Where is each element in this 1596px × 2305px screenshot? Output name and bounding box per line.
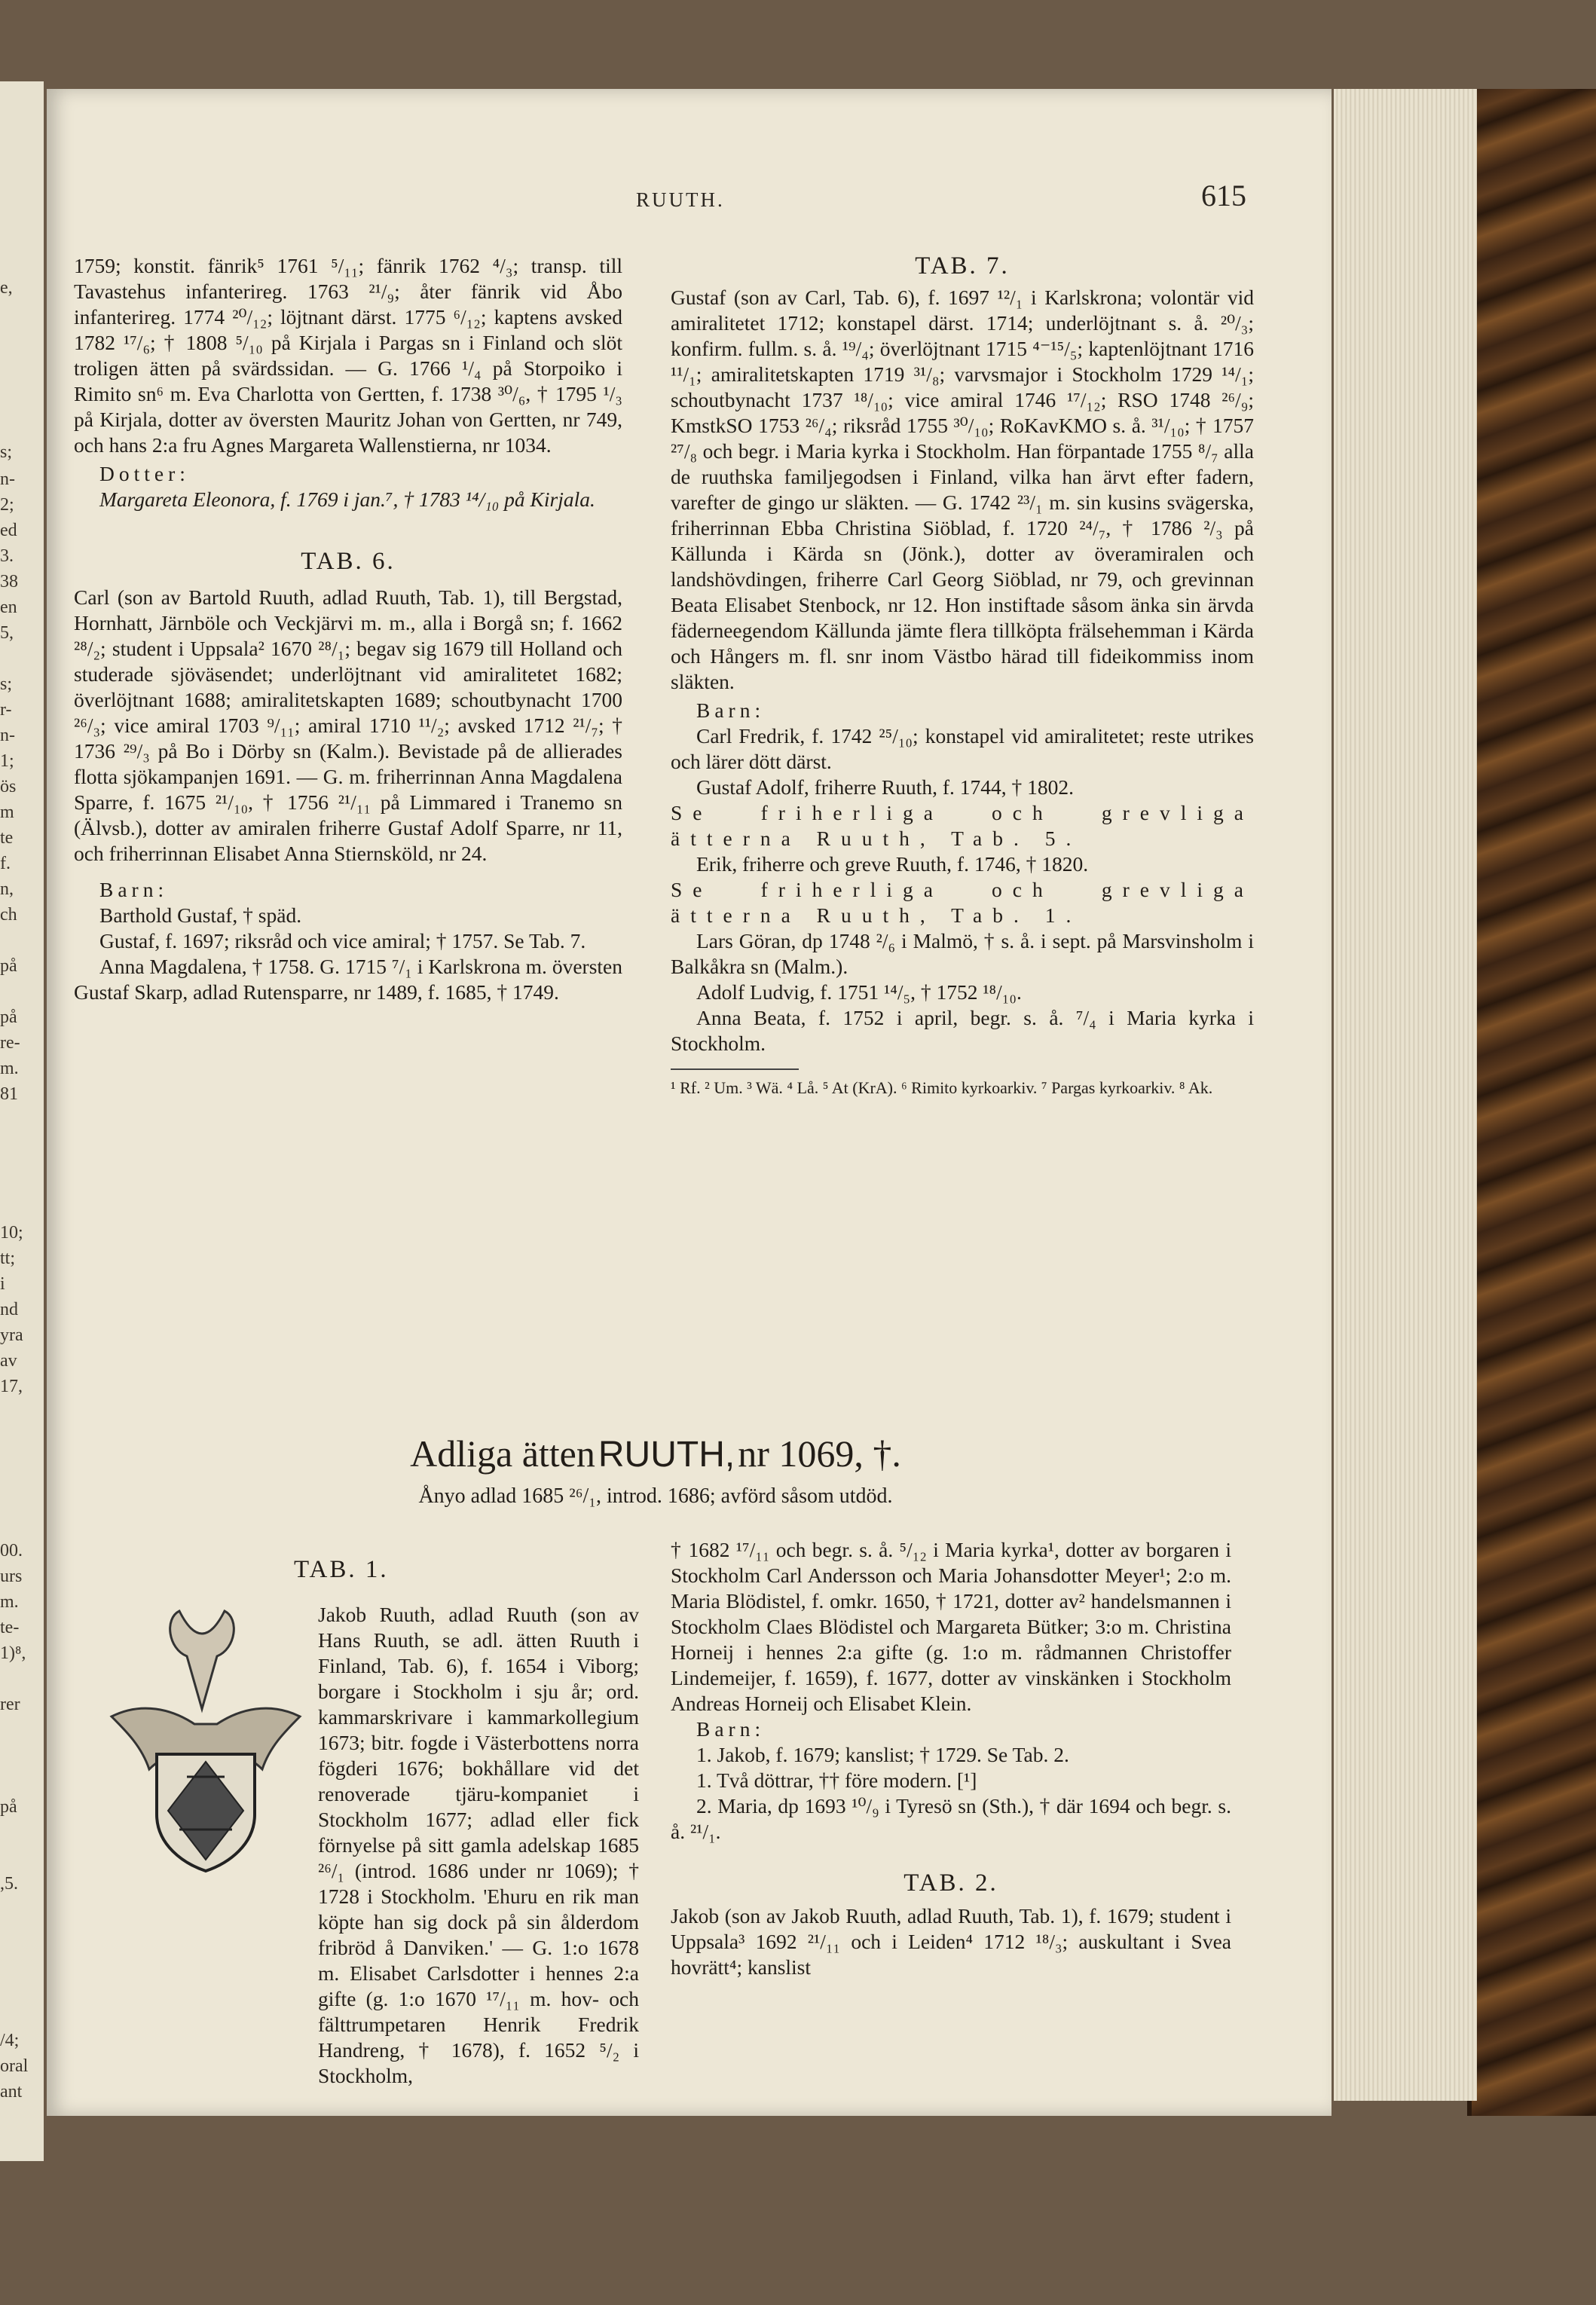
margin-fragment: te [0,828,14,848]
title-prefix: Adliga ätten [410,1432,595,1475]
margin-fragment: /4; [0,2031,20,2050]
margin-fragment: e, [0,278,13,298]
tab7-child: Carl Fredrik, f. 1742 ²⁵/₁₀; konstapel vid amiralitetet; reste utrikes och lärer dött därst. [671,724,1254,773]
column-right-top [671,253,1254,1099]
tab7-child: Erik, friherre och greve Ruuth, f. 1746, † 1820. [696,852,1089,876]
margin-fragment: te- [0,1618,20,1637]
margin-fragment: rer [0,1695,20,1714]
margin-fragment: 1)⁸, [0,1643,26,1663]
tab1-heading: TAB. 1. [294,1556,389,1583]
margin-fragment: på [0,1797,17,1817]
section-subtitle: Ånyo adlad 1685 ²⁶/₁, introd. 1686; avförd såsom utdöd. [418,1484,893,1508]
margin-fragment: ant [0,2082,23,2102]
family-name: RUUTH, [598,1435,735,1475]
margin-fragment: 38 [0,572,18,592]
margin-fragment: tt; [0,1249,16,1268]
tab7-text: Gustaf (son av Carl, Tab. 6), f. 1697 ¹²/₁ i Karlskrona; volontär vid amiralitetet 1712; konstapel därst. 1714; underlöjtnant s. å. ²⁰/₃; konfirm. fullm. s. å. ¹⁹/₄; överlöjtnant 1715 ⁴⁻¹⁵/₅; kaptenlöjtnant 1716 ¹¹/₁; amiralitetskapten 1719 ³¹/₈; varvsmajor i Stockholm 1729 ¹⁴/₁; schoutbynacht 1737 ¹⁸/₁₀; vice amiral 1746 ¹⁷/₁₂; RSO 1748 ²⁶/₉; KmstkSO 1753 ²⁶/₄; riksråd 1755 ³⁰/₁₀; RoKavKMO s. å. ³¹/₁₀; † 1757 ²⁷/₈ och begr. i Maria kyrka i Stockholm. Han förpantade 1755 ⁸/₇ alla de ruuthska familjegodsen i Finland, vilka han ärvt efter fadern, varefter de gingo ur släkten. — G. 1742 ²³/₁ m. sin kusins svägerska, friherrinnan Ebba Christina Siöblad, f. 1720 ²⁴/₇, † 1786 ²/₃ på Källunda i Kärda sn (Jönk.), dotter av överamiralen och landshövdingen, friherre Carl Georg Siöblad, nr 79, och grevinnan Beata Elisabet Stenbock, nr 12. Hon instiftade såsom änka sin ärvda fäderneegendom Källunda jämte flera tillköpta frälsehemman i Kärda och Hångers m. fl. snr inom Västbo härad till fideikommiss inom släkten. [671,286,1254,693]
margin-fragment: r- [0,700,12,720]
margin-fragment: ch [0,905,17,925]
tab7-crossref: Se friherliga och grevliga ätterna Ruuth, Tab. 5. [671,801,1254,850]
tab1-child: 1. Jakob, f. 1679; kanslist; † 1729. Se Tab. 2. [696,1743,1069,1766]
tab7-child: Adolf Ludvig, f. 1751 ¹⁴/₅, † 1752 ¹⁸/₁₀. [696,980,1022,1004]
margin-fragment: urs [0,1567,23,1586]
tab7-child: Anna Beata, f. 1752 i april, begr. s. å. ⁷/₄ i Maria kyrka i Stockholm. [671,1006,1254,1055]
margin-fragment: ,5. [0,1874,18,1894]
margin-fragment: 10; [0,1223,23,1243]
tab2-text: Jakob (son av Jakob Ruuth, adlad Ruuth, Tab. 1), f. 1679; student i Uppsala³ 1692 ²¹/₁₁ och i Leiden⁴ 1712 ¹⁸/₃; auskultant i Svea hovrätt⁴; kanslist [671,1904,1231,1979]
tab1-child: 2. Maria, dp 1693 ¹⁰/₉ i Tyresö sn (Sth.), † där 1694 och begr. s. å. ²¹/₁. [671,1794,1231,1843]
dotter-entry: Margareta Eleonora, f. 1769 i jan.⁷, † 1783 ¹⁴/₁₀ på Kirjala. [99,488,595,511]
margin-fragment: f. [0,854,11,873]
tab6-child: Barthold Gustaf, † späd. [99,903,302,927]
margin-fragment: av [0,1351,17,1371]
title-suffix: nr 1069, †. [738,1432,901,1475]
margin-fragment: 00. [0,1541,23,1561]
column-right-bottom [671,1537,1231,1980]
margin-fragment: m. [0,1059,19,1078]
margin-fragment: s; [0,674,13,694]
page-number: 615 [1201,179,1246,212]
margin-fragment: yra [0,1325,23,1345]
tab1-heading-block [294,1557,610,1582]
tab2-heading: TAB. 2. [903,1869,998,1897]
tab1-barn-label: Barn: [696,1717,766,1741]
tab1-column [96,1602,639,2089]
margin-fragment: ös [0,777,17,796]
tab6-barn-label: Barn: [99,878,169,901]
book-binding [1467,89,1596,2116]
tab7-barn-label: Barn: [696,699,766,722]
tab5-continuation-text: 1759; konstit. fänrik⁵ 1761 ⁵/₁₁; fänrik 1762 ⁴/₃; transp. till Tavastehus infanterireg. 1763 ²¹/₉; åter fänrik vid Åbo infanterireg. 1774 ²⁰/₁₂; löjtnant därst. 1775 ⁶/₁₂; kaptens avsked 1782 ¹⁷/₆; † 1808 ⁵/₁₀ på Kirjala i Pargas sn i Finland och slöt troligen ätten på svärdssidan. — G. 1766 ¹/₄ på Storpoiko i Rimito sn⁶ m. Eva Charlotta von Gertten, f. 1738 ³⁰/₆, † 1795 ¹/₃ på Kirjala, dotter av översten Mauritz Johan von Gertten, nr 749, och hans 2:a fru Agnes Margareta Wallenstierna, nr 1034. [74,254,622,457]
margin-fragment: på [0,956,17,976]
margin-fragment: ed [0,521,17,540]
margin-fragment: oral [0,2056,29,2076]
margin-fragment: 3. [0,546,14,566]
margin-fragment: n- [0,726,15,745]
tab7-heading: TAB. 7. [915,252,1010,280]
tab6-child: Anna Magdalena, † 1758. G. 1715 ⁷/₁ i Karlskrona m. översten Gustaf Skarp, adlad Rutensparre, nr 1489, f. 1685, † 1749. [74,955,622,1004]
section-title [392,1432,919,1475]
margin-fragment: m. [0,1592,19,1612]
dotter-label: Dotter: [99,462,190,485]
tab7-child: Gustaf Adolf, friherre Ruuth, f. 1744, † 1802. [696,775,1075,799]
margin-fragment: 1; [0,751,14,771]
margin-fragment: 17, [0,1377,23,1396]
margin-fragment: 2; [0,495,14,515]
margin-fragment: m [0,802,14,822]
margin-fragment: en [0,598,17,617]
margin-fragment: på [0,1007,17,1027]
left-page-fragment [0,81,44,2161]
running-head: RUUTH. [636,188,725,211]
margin-fragment: 5, [0,623,14,643]
margin-fragment: n, [0,879,14,899]
page-edges [1334,89,1477,2101]
margin-fragment: s; [0,442,13,462]
tab1-child: 1. Två döttrar, †† före modern. [¹] [696,1768,977,1792]
tab6-heading: TAB. 6. [301,548,396,575]
footnotes: ¹ Rf. ² Um. ³ Wä. ⁴ Lå. ⁵ At (KrA). ⁶ Rimito kyrkoarkiv. ⁷ Pargas kyrkoarkiv. ⁸ Ak. [671,1078,1213,1097]
margin-fragment: nd [0,1300,18,1319]
tab1-continued-text: † 1682 ¹⁷/₁₁ och begr. s. å. ⁵/₁₂ i Maria kyrka¹, dotter av borgaren i Stockholm Carl Andersson och Maria Johansdotter Meyer¹; 2:o m. Maria Blödistel, f. omkr. 1650, † 1721, dotter av² handelsmannen i Stockholm Claes Blödistel och Margareta Bütker; 3:o m. Christina Horneij i hennes 2:a gifte (g. 1:o m. rådmannen Christoffer Lindemeijer, f. 1659), f. 1677, dotter av vinskänken i Stockholm Andreas Horneij och Elisabet Klein. [671,1538,1231,1715]
margin-fragment: re- [0,1033,20,1053]
tab1-text: Jakob Ruuth, adlad Ruuth (son av Hans Ruuth, se adl. ätten Ruuth i Finland, Tab. 6), f. 1654 i Viborg; borgare i Stockholm i sju år; ord. kammarskrivare i kammarkollegium 1673; bitr. fogde i Västerbottens norra fögderi 1676; bokhållare vid det renoverade tjäru-kompaniet i Stockholm 1677; adlad eller fick förnyelse på sitt gamla adelskap 1685 ²⁶/₁ (introd. 1686 under nr 1069); † 1728 i Stockholm. 'Ehuru en rik man köpte han sig dock på sin ålderdom fribröd å Danviken.' — G. 1:o 1678 m. Elisabet Carlsdotter i hennes 2:a gifte (g. 1:o 1670 ¹⁷/₁₁ m. hov- och fälttrumpetaren Henrik Fredrik Handreng, † 1678), f. 1652 ⁵/₂ i Stockholm, [318,1603,639,2087]
column-left-top [74,253,622,1005]
tab7-crossref: Se friherliga och grevliga ätterna Ruuth, Tab. 1. [671,878,1254,927]
margin-fragment: 81 [0,1084,18,1104]
margin-fragment: i [0,1274,5,1294]
footnote-rule [671,1068,799,1070]
tab6-child: Gustaf, f. 1697; riksråd och vice amiral; † 1757. Se Tab. 7. [99,929,586,952]
margin-fragment: n- [0,469,15,489]
tab6-text: Carl (son av Bartold Ruuth, adlad Ruuth, Tab. 1), till Bergstad, Hornhatt, Järnböle och Veckjärvi m. m., alla i Borgå sn; f. 1662 ²⁸/₂; student i Uppsala² 1670 ²⁸/₁; begav sig 1679 till Holland och studerade sjöväsendet; underlöjtnant vid amiralitetet 1682; överlöjtnant 1688; amiralitetskapten 1689; schoutbynacht 1700 ²⁶/₃; vice amiral 1703 ⁹/₁₁; amiral 1710 ¹¹/₂; avsked 1712 ²¹/₇; † 1736 ²⁹/₃ på Bo i Dörby sn (Kalm.). Bevistade på de allierades flotta sjökampanjen 1691. — G. m. friherrinnan Anna Magdalena Sparre, f. 1675 ²¹/₁₀, † 1756 ²¹/₁₁ på Limmared i Tranemo sn (Älvsb.), dotter av amiralen friherre Gustaf Adolf Sparre, nr 11, och friherrinnan Elisabet Anna Stiernsköld, nr 24. [74,585,622,865]
tab7-child: Lars Göran, dp 1748 ²/₆ i Malmö, † s. å. i sept. på Marsvinsholm i Balkåkra sn (Malm.). [671,929,1254,978]
